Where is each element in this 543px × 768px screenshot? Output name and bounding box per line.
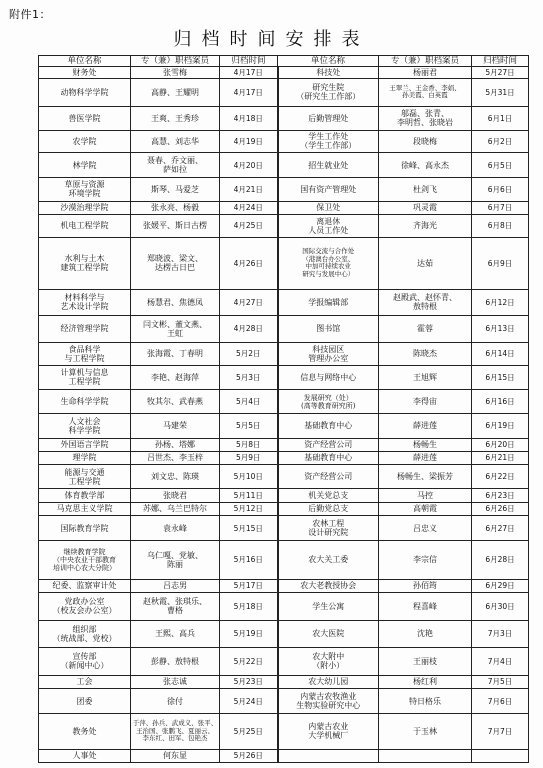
right-staff-cell: 王翠兰、王金香、李娟、 孙美霞、白英霞 (379, 79, 472, 107)
right-time-cell: 6月21日 (472, 451, 529, 464)
left-time-cell: 4月17日 (220, 79, 278, 107)
left-time-cell: 4月20日 (220, 153, 278, 178)
left-time-cell: 4月27日 (220, 289, 278, 315)
table-row (39, 178, 529, 201)
left-time-cell: 5月9日 (220, 451, 278, 464)
right-time-cell: 6月28日 (472, 541, 529, 580)
right-time-cell: 6月16日 (472, 390, 529, 414)
right-unit-cell: 发展研究（处） (高等教育研究所) (278, 390, 379, 414)
table-header-row (39, 56, 529, 67)
right-staff-cell: 杨红利 (379, 675, 472, 688)
right-unit-cell: 内蒙古农业 大学机械厂 (278, 714, 379, 749)
right-unit-cell: 信息与网络中心 (278, 365, 379, 389)
left-unit-cell: 机电工程学院 (39, 214, 131, 237)
table-row (39, 414, 529, 438)
right-time-cell: 6月29日 (472, 579, 529, 592)
right-time-cell: 6月14日 (472, 342, 529, 365)
right-unit-cell: 科技园区 管理办公室 (278, 342, 379, 365)
left-unit-cell: 教务处 (39, 714, 131, 749)
right-time-cell: 6月27日 (472, 515, 529, 540)
left-time-cell: 5月16日 (220, 541, 278, 580)
table-row (39, 714, 529, 749)
table-row (39, 465, 529, 489)
right-time-cell: 7月3日 (472, 620, 529, 648)
left-staff-cell: 马建荣 (131, 414, 220, 438)
right-staff-cell (379, 749, 472, 762)
right-unit-cell: 农大幼儿园 (278, 675, 379, 688)
left-staff-cell: 乌仁嘎、党敏、 陈丽 (131, 541, 220, 580)
table-row (39, 67, 529, 79)
right-staff-cell: 霍蓉 (379, 316, 472, 342)
left-staff-cell: 张雪梅 (131, 67, 220, 79)
right-unit-cell: 国有资产管理处 (278, 178, 379, 201)
left-staff-cell: 李艳、赵海萍 (131, 365, 220, 389)
table-row (39, 130, 529, 152)
right-staff-cell: 吕忠义 (379, 515, 472, 540)
left-unit-cell: 国际教育学院 (39, 515, 131, 540)
right-staff-cell: 达茹 (379, 237, 472, 289)
right-unit-cell: 国际交流与合作处 （港澳台办公室、 中加可持续农业 研究与发展中心） (278, 237, 379, 289)
right-unit-cell (278, 749, 379, 762)
table-row (39, 106, 529, 130)
left-staff-cell: 彭静、敖特根 (131, 648, 220, 676)
left-time-cell: 5月17日 (220, 579, 278, 592)
header-staff-left: 专（兼）职档案员 (131, 56, 220, 67)
left-time-cell: 4月19日 (220, 130, 278, 152)
right-staff-cell: 杨畅生 (379, 438, 472, 451)
right-staff-cell: 杨畅生、梁振芳 (379, 465, 472, 489)
left-staff-cell: 张晓君 (131, 489, 220, 502)
left-time-cell: 5月26日 (220, 749, 278, 762)
right-time-cell: 6月30日 (472, 593, 529, 621)
table-row (39, 515, 529, 540)
right-staff-cell: 马控 (379, 489, 472, 502)
left-unit-cell: 经济管理学院 (39, 316, 131, 342)
left-unit-cell: 食品科学 与工程学院 (39, 342, 131, 365)
right-time-cell: 6月7日 (472, 201, 529, 214)
table-row (39, 648, 529, 676)
right-time-cell: 6月5日 (472, 153, 529, 178)
right-time-cell: 6月8日 (472, 214, 529, 237)
left-unit-cell: 计算机与信息 工程学院 (39, 365, 131, 389)
left-staff-cell: 孙杨、塔娜 (131, 438, 220, 451)
table-row (39, 342, 529, 365)
table-row (39, 237, 529, 289)
left-unit-cell: 马克思主义学院 (39, 502, 131, 515)
left-unit-cell: 体育教学部 (39, 489, 131, 502)
left-unit-cell: 宣传部 （新闻中心） (39, 648, 131, 676)
table-row (39, 675, 529, 688)
header-staff-right: 专（兼）职档案员 (379, 56, 472, 67)
left-time-cell: 4月26日 (220, 237, 278, 289)
right-staff-cell: 李得宙 (379, 390, 472, 414)
left-staff-cell: 刘文忠、陈瑛 (131, 465, 220, 489)
left-unit-cell: 继续教育学院 （中央农业干部教育 培训中心农大分院） (39, 541, 131, 580)
table-row (39, 316, 529, 342)
right-unit-cell: 农大关工委 (278, 541, 379, 580)
right-time-cell: 6月20日 (472, 438, 529, 451)
left-time-cell: 5月3日 (220, 365, 278, 389)
right-staff-cell: 巩灵霞 (379, 201, 472, 214)
left-unit-cell: 农学院 (39, 130, 131, 152)
right-time-cell (472, 749, 529, 762)
right-unit-cell: 研究生院 （研究生工作部） (278, 79, 379, 107)
table-row (39, 438, 529, 451)
table-row (39, 451, 529, 464)
left-unit-cell: 工会 (39, 675, 131, 688)
left-staff-cell: 王熙、高兵 (131, 620, 220, 648)
table-row (39, 593, 529, 621)
right-time-cell: 7月4日 (472, 648, 529, 676)
right-staff-cell: 李宗信 (379, 541, 472, 580)
left-unit-cell: 生命科学学院 (39, 390, 131, 414)
left-time-cell: 4月18日 (220, 106, 278, 130)
right-time-cell: 6月26日 (472, 502, 529, 515)
table-row (39, 365, 529, 389)
left-unit-cell: 财务处 (39, 67, 131, 79)
left-staff-cell: 徐付 (131, 688, 220, 713)
table-row (39, 579, 529, 592)
left-unit-cell: 党政办公室 （校友会办公室） (39, 593, 131, 621)
right-time-cell: 5月31日 (472, 79, 529, 107)
left-time-cell: 5月22日 (220, 648, 278, 676)
table-row (39, 688, 529, 713)
right-unit-cell: 保卫处 (278, 201, 379, 214)
right-unit-cell: 后勤党总支 (278, 502, 379, 515)
right-staff-cell: 沈艳 (379, 620, 472, 648)
right-unit-cell: 农大附中 （附小） (278, 648, 379, 676)
left-time-cell: 5月5日 (220, 414, 278, 438)
left-unit-cell: 沙漠治理学院 (39, 201, 131, 214)
table-row (39, 541, 529, 580)
left-staff-cell: 苏娜、乌兰巴特尔 (131, 502, 220, 515)
right-staff-cell: 高朝霞 (379, 502, 472, 515)
right-staff-cell: 王旭辉 (379, 365, 472, 389)
left-time-cell: 5月23日 (220, 675, 278, 688)
left-time-cell: 4月25日 (220, 214, 278, 237)
left-time-cell: 4月17日 (220, 67, 278, 79)
table-row (39, 620, 529, 648)
right-staff-cell: 薛进莲 (379, 451, 472, 464)
right-time-cell: 6月22日 (472, 465, 529, 489)
left-time-cell: 5月25日 (220, 714, 278, 749)
left-unit-cell: 材料科学与 艺术设计学院 (39, 289, 131, 315)
right-staff-cell: 陈晓杰 (379, 342, 472, 365)
header-time-left: 归档时间 (220, 56, 278, 67)
right-time-cell: 7月7日 (472, 714, 529, 749)
right-staff-cell: 薛进莲 (379, 414, 472, 438)
right-staff-cell: 于玉林 (379, 714, 472, 749)
left-staff-cell: 赵秋霞、张琪乐、 曹格 (131, 593, 220, 621)
left-time-cell: 5月4日 (220, 390, 278, 414)
right-staff-cell: 杜剑飞 (379, 178, 472, 201)
right-time-cell: 6月15日 (472, 365, 529, 389)
left-time-cell: 4月24日 (220, 201, 278, 214)
left-staff-cell: 斯琴、马爱芝 (131, 178, 220, 201)
left-staff-cell: 牧其尔、武春燕 (131, 390, 220, 414)
right-unit-cell: 农大老教授协会 (278, 579, 379, 592)
header-unit-right: 单位名称 (278, 56, 379, 67)
left-unit-cell: 人事处 (39, 749, 131, 762)
right-unit-cell: 基础教育中心 (278, 414, 379, 438)
right-time-cell: 7月5日 (472, 675, 529, 688)
left-unit-cell: 兽医学院 (39, 106, 131, 130)
left-staff-cell: 张媛平、斯日古楞 (131, 214, 220, 237)
right-unit-cell: 机关党总支 (278, 489, 379, 502)
right-unit-cell: 农大医院 (278, 620, 379, 648)
left-unit-cell: 团委 (39, 688, 131, 713)
right-time-cell: 6月1日 (472, 106, 529, 130)
right-unit-cell: 资产经营公司 (278, 465, 379, 489)
left-time-cell: 5月11日 (220, 489, 278, 502)
document-title: 归档时间安排表 (173, 29, 370, 50)
attachment-label: 附件1： (9, 8, 51, 21)
table-row (39, 489, 529, 502)
left-time-cell: 5月15日 (220, 515, 278, 540)
left-time-cell: 5月2日 (220, 342, 278, 365)
left-staff-cell: 聂春、乔文丽、 萨如拉 (131, 153, 220, 178)
left-unit-cell: 外国语言学院 (39, 438, 131, 451)
right-unit-cell: 招生就业处 (278, 153, 379, 178)
right-staff-cell: 徐峰、高永杰 (379, 153, 472, 178)
left-staff-cell: 吕志男 (131, 579, 220, 592)
left-staff-cell: 郑晓波、梁文、 达楞古日巴 (131, 237, 220, 289)
left-unit-cell: 理学院 (39, 451, 131, 464)
right-time-cell: 6月9日 (472, 237, 529, 289)
table-row (39, 289, 529, 315)
right-staff-cell: 邬磊、张青、 李明哲、张晓岩 (379, 106, 472, 130)
left-time-cell: 4月21日 (220, 178, 278, 201)
left-unit-cell: 人文社会 科学学院 (39, 414, 131, 438)
right-time-cell: 7月6日 (472, 688, 529, 713)
right-unit-cell: 学生工作处 （学生工作部） (278, 130, 379, 152)
left-staff-cell: 于萍、孙兵、武成义、张平、 王治国、张鹏飞、夏丽云、 李东红、田军、包艳杰 (131, 714, 220, 749)
right-unit-cell: 后勤管理处 (278, 106, 379, 130)
schedule-table (38, 55, 529, 763)
table-row (39, 502, 529, 515)
left-unit-cell: 能源与交通 工程学院 (39, 465, 131, 489)
left-unit-cell: 林学院 (39, 153, 131, 178)
left-staff-cell: 张志诚 (131, 675, 220, 688)
right-time-cell: 6月12日 (472, 289, 529, 315)
right-unit-cell: 学报编辑部 (278, 289, 379, 315)
right-time-cell: 6月13日 (472, 316, 529, 342)
right-staff-cell: 段晓梅 (379, 130, 472, 152)
left-unit-cell: 纪委、监察审计处 (39, 579, 131, 592)
left-time-cell: 5月18日 (220, 593, 278, 621)
left-staff-cell: 吕世杰、李玉梓 (131, 451, 220, 464)
left-staff-cell: 袁永峰 (131, 515, 220, 540)
table-row (39, 214, 529, 237)
left-unit-cell: 动物科学学院 (39, 79, 131, 107)
right-unit-cell: 内蒙古农牧渔业 生物实验研究中心 (278, 688, 379, 713)
left-unit-cell: 组织部 （统战部、党校） (39, 620, 131, 648)
right-time-cell: 6月6日 (472, 178, 529, 201)
right-staff-cell: 特日格乐 (379, 688, 472, 713)
left-staff-cell: 王爽、王秀珍 (131, 106, 220, 130)
left-time-cell: 5月10日 (220, 465, 278, 489)
table-row (39, 79, 529, 107)
left-staff-cell: 何东显 (131, 749, 220, 762)
right-time-cell: 5月27日 (472, 67, 529, 79)
right-unit-cell: 科技处 (278, 67, 379, 79)
right-unit-cell: 离退休 人员工作处 (278, 214, 379, 237)
right-time-cell: 6月23日 (472, 489, 529, 502)
left-unit-cell: 水利与土木 建筑工程学院 (39, 237, 131, 289)
left-time-cell: 5月12日 (220, 502, 278, 515)
left-staff-cell: 高慧、刘志华 (131, 130, 220, 152)
header-time-right: 归档时间 (472, 56, 529, 67)
left-time-cell: 5月19日 (220, 620, 278, 648)
left-staff-cell: 张永亮、杨毅 (131, 201, 220, 214)
right-staff-cell: 程喜峰 (379, 593, 472, 621)
table-row (39, 201, 529, 214)
table-row (39, 390, 529, 414)
right-unit-cell: 农林工程 设计研究院 (278, 515, 379, 540)
right-unit-cell: 学生公寓 (278, 593, 379, 621)
right-staff-cell: 王丽枝 (379, 648, 472, 676)
right-time-cell: 6月2日 (472, 130, 529, 152)
left-staff-cell: 杨慧君、焦德凤 (131, 289, 220, 315)
header-unit-left: 单位名称 (39, 56, 131, 67)
left-staff-cell: 闫文彬、董文燕、 王虹 (131, 316, 220, 342)
right-staff-cell: 杨丽君 (379, 67, 472, 79)
left-unit-cell: 草原与资源 环境学院 (39, 178, 131, 201)
left-time-cell: 4月28日 (220, 316, 278, 342)
right-time-cell: 6月19日 (472, 414, 529, 438)
right-staff-cell: 齐海光 (379, 214, 472, 237)
table-row (39, 749, 529, 762)
right-unit-cell: 资产经营公司 (278, 438, 379, 451)
right-unit-cell: 图书馆 (278, 316, 379, 342)
left-time-cell: 5月24日 (220, 688, 278, 713)
right-unit-cell: 基础教育中心 (278, 451, 379, 464)
left-staff-cell: 高静、王耀明 (131, 79, 220, 107)
left-time-cell: 5月8日 (220, 438, 278, 451)
left-staff-cell: 张海霞、丁春明 (131, 342, 220, 365)
right-staff-cell: 赵殿武、赵怀青、 敖特根 (379, 289, 472, 315)
right-staff-cell: 孙佰筠 (379, 579, 472, 592)
table-row (39, 153, 529, 178)
